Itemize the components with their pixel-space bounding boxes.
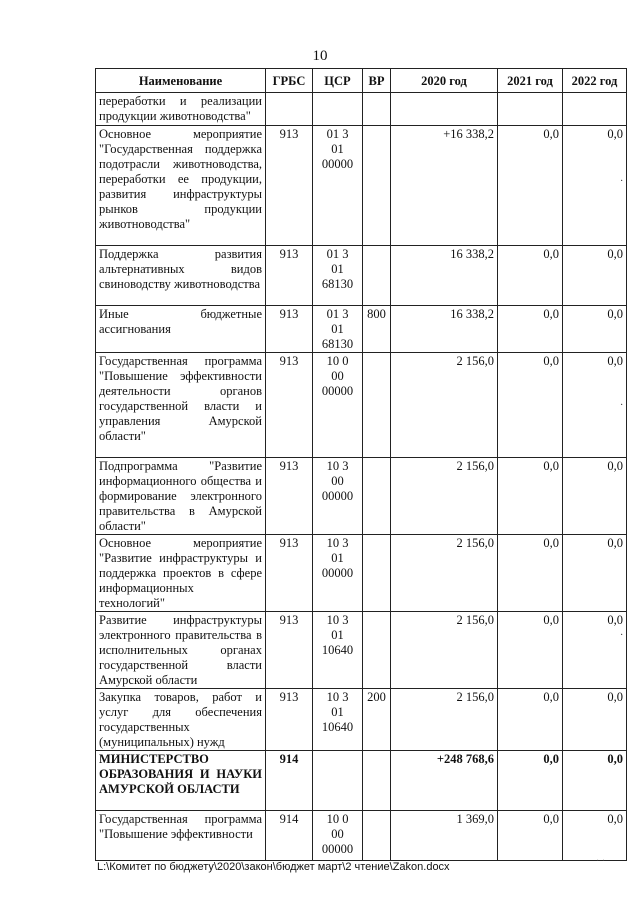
table-row xyxy=(96,246,627,306)
row-2020 xyxy=(391,93,498,126)
row-name: Основное мероприятие "Развитие инфраструктуры и поддержка проектов в сфере информационных технологий" xyxy=(96,535,266,612)
row-vr xyxy=(363,751,391,811)
row-2022: 0,0 xyxy=(563,811,627,861)
row-2021: 0,0 xyxy=(498,751,563,811)
row-2021: 0,0 xyxy=(498,246,563,306)
row-2021 xyxy=(498,93,563,126)
budget-table xyxy=(95,68,627,861)
row-vr xyxy=(363,458,391,535)
row-name: Иные бюджетные ассигнования xyxy=(96,306,266,353)
table-row xyxy=(96,126,627,246)
row-name: Поддержка развития альтернативных видов свиноводству животноводства xyxy=(96,246,266,306)
row-name: Развитие инфраструктуры электронного правительства в исполнительных органах государственной власти Амурской области xyxy=(96,612,266,689)
row-2020: 2 156,0 xyxy=(391,458,498,535)
table-row xyxy=(96,612,627,689)
row-2022: 0,0 xyxy=(563,458,627,535)
row-name: Государственная программа "Повышение эффективности xyxy=(96,811,266,861)
row-2022: 0,0 xyxy=(563,246,627,306)
row-grbs: 913 xyxy=(266,246,313,306)
row-grbs: 913 xyxy=(266,306,313,353)
row-csr: 01 3 01 00000 xyxy=(313,126,363,246)
scan-speck: · · xyxy=(596,856,606,867)
row-2020: 16 338,2 xyxy=(391,246,498,306)
row-csr xyxy=(313,751,363,811)
row-2022: 0,0 xyxy=(563,751,627,811)
row-2021: 0,0 xyxy=(498,353,563,458)
row-vr xyxy=(363,126,391,246)
row-grbs: 914 xyxy=(266,751,313,811)
row-2020: +16 338,2 xyxy=(391,126,498,246)
table-header-row xyxy=(96,69,627,93)
table-row xyxy=(96,535,627,612)
row-csr: 10 0 00 00000 xyxy=(313,353,363,458)
row-grbs: 913 xyxy=(266,126,313,246)
table-row xyxy=(96,93,627,126)
scan-speck: · xyxy=(620,176,624,187)
row-vr xyxy=(363,535,391,612)
row-2021: 0,0 xyxy=(498,306,563,353)
row-2021: 0,0 xyxy=(498,811,563,861)
row-2021: 0,0 xyxy=(498,535,563,612)
file-path-footer: L:\Комитет по бюджету\2020\закон\бюджет март\2 чтение\Zakon.docx xyxy=(97,861,450,873)
header-2022: 2022 год xyxy=(563,69,627,93)
row-grbs: 913 xyxy=(266,535,313,612)
row-grbs: 913 xyxy=(266,353,313,458)
header-grbs: ГРБС xyxy=(266,69,313,93)
row-csr: 10 0 00 00000 xyxy=(313,811,363,861)
row-2022: 0,0 xyxy=(563,306,627,353)
row-csr xyxy=(313,93,363,126)
table-row xyxy=(96,353,627,458)
row-name: переработки и реализации продукции животноводства" xyxy=(96,93,266,126)
page-number: 10 xyxy=(312,48,328,64)
row-2021: 0,0 xyxy=(498,126,563,246)
row-grbs xyxy=(266,93,313,126)
row-vr xyxy=(363,612,391,689)
row-2020: 2 156,0 xyxy=(391,535,498,612)
row-name: Закупка товаров, работ и услуг для обеспечения государственных (муниципальных) нужд xyxy=(96,689,266,751)
row-csr: 10 3 00 00000 xyxy=(313,458,363,535)
row-csr: 10 3 01 10640 xyxy=(313,612,363,689)
row-name: Государственная программа "Повышение эффективности деятельности органов государственной власти и управления Амурской области" xyxy=(96,353,266,458)
row-vr xyxy=(363,246,391,306)
row-vr xyxy=(363,353,391,458)
row-2022: 0,0 xyxy=(563,612,627,689)
row-name: Основное мероприятие "Государственная поддержка подотрасли животноводства, переработки ее продукции, развития инфраструктуры рынков продукции животноводства" xyxy=(96,126,266,246)
row-2022 xyxy=(563,93,627,126)
row-grbs: 914 xyxy=(266,811,313,861)
row-vr: 800 xyxy=(363,306,391,353)
row-csr: 01 3 01 68130 xyxy=(313,246,363,306)
scan-speck: · xyxy=(620,630,624,641)
row-2020: 1 369,0 xyxy=(391,811,498,861)
row-2021: 0,0 xyxy=(498,689,563,751)
row-grbs: 913 xyxy=(266,612,313,689)
row-csr: 10 3 01 00000 xyxy=(313,535,363,612)
row-name: МИНИСТЕРСТВО ОБРАЗОВАНИЯ И НАУКИ АМУРСКОЙ ОБЛАСТИ xyxy=(96,751,266,811)
table-row xyxy=(96,811,627,861)
row-csr: 01 3 01 68130 xyxy=(313,306,363,353)
row-csr: 10 3 01 10640 xyxy=(313,689,363,751)
row-2020: 2 156,0 xyxy=(391,689,498,751)
row-2021: 0,0 xyxy=(498,612,563,689)
row-grbs: 913 xyxy=(266,689,313,751)
row-grbs: 913 xyxy=(266,458,313,535)
scan-speck: · xyxy=(620,400,624,411)
row-2021: 0,0 xyxy=(498,458,563,535)
table-row xyxy=(96,458,627,535)
table-row xyxy=(96,751,627,811)
row-vr xyxy=(363,811,391,861)
row-2020: 2 156,0 xyxy=(391,353,498,458)
table-row xyxy=(96,689,627,751)
header-vr: ВР xyxy=(363,69,391,93)
row-2022: 0,0 xyxy=(563,353,627,458)
row-2022: 0,0 xyxy=(563,535,627,612)
header-2021: 2021 год xyxy=(498,69,563,93)
table-row xyxy=(96,306,627,353)
row-vr: 200 xyxy=(363,689,391,751)
row-vr xyxy=(363,93,391,126)
row-2020: 2 156,0 xyxy=(391,612,498,689)
row-2022: 0,0 xyxy=(563,689,627,751)
row-name: Подпрограмма "Развитие информационного общества и формирование электронного правительства в Амурской области" xyxy=(96,458,266,535)
header-2020: 2020 год xyxy=(391,69,498,93)
row-2022: 0,0 xyxy=(563,126,627,246)
header-name: Наименование xyxy=(96,69,266,93)
header-csr: ЦСР xyxy=(313,69,363,93)
row-2020: 16 338,2 xyxy=(391,306,498,353)
row-2020: +248 768,6 xyxy=(391,751,498,811)
